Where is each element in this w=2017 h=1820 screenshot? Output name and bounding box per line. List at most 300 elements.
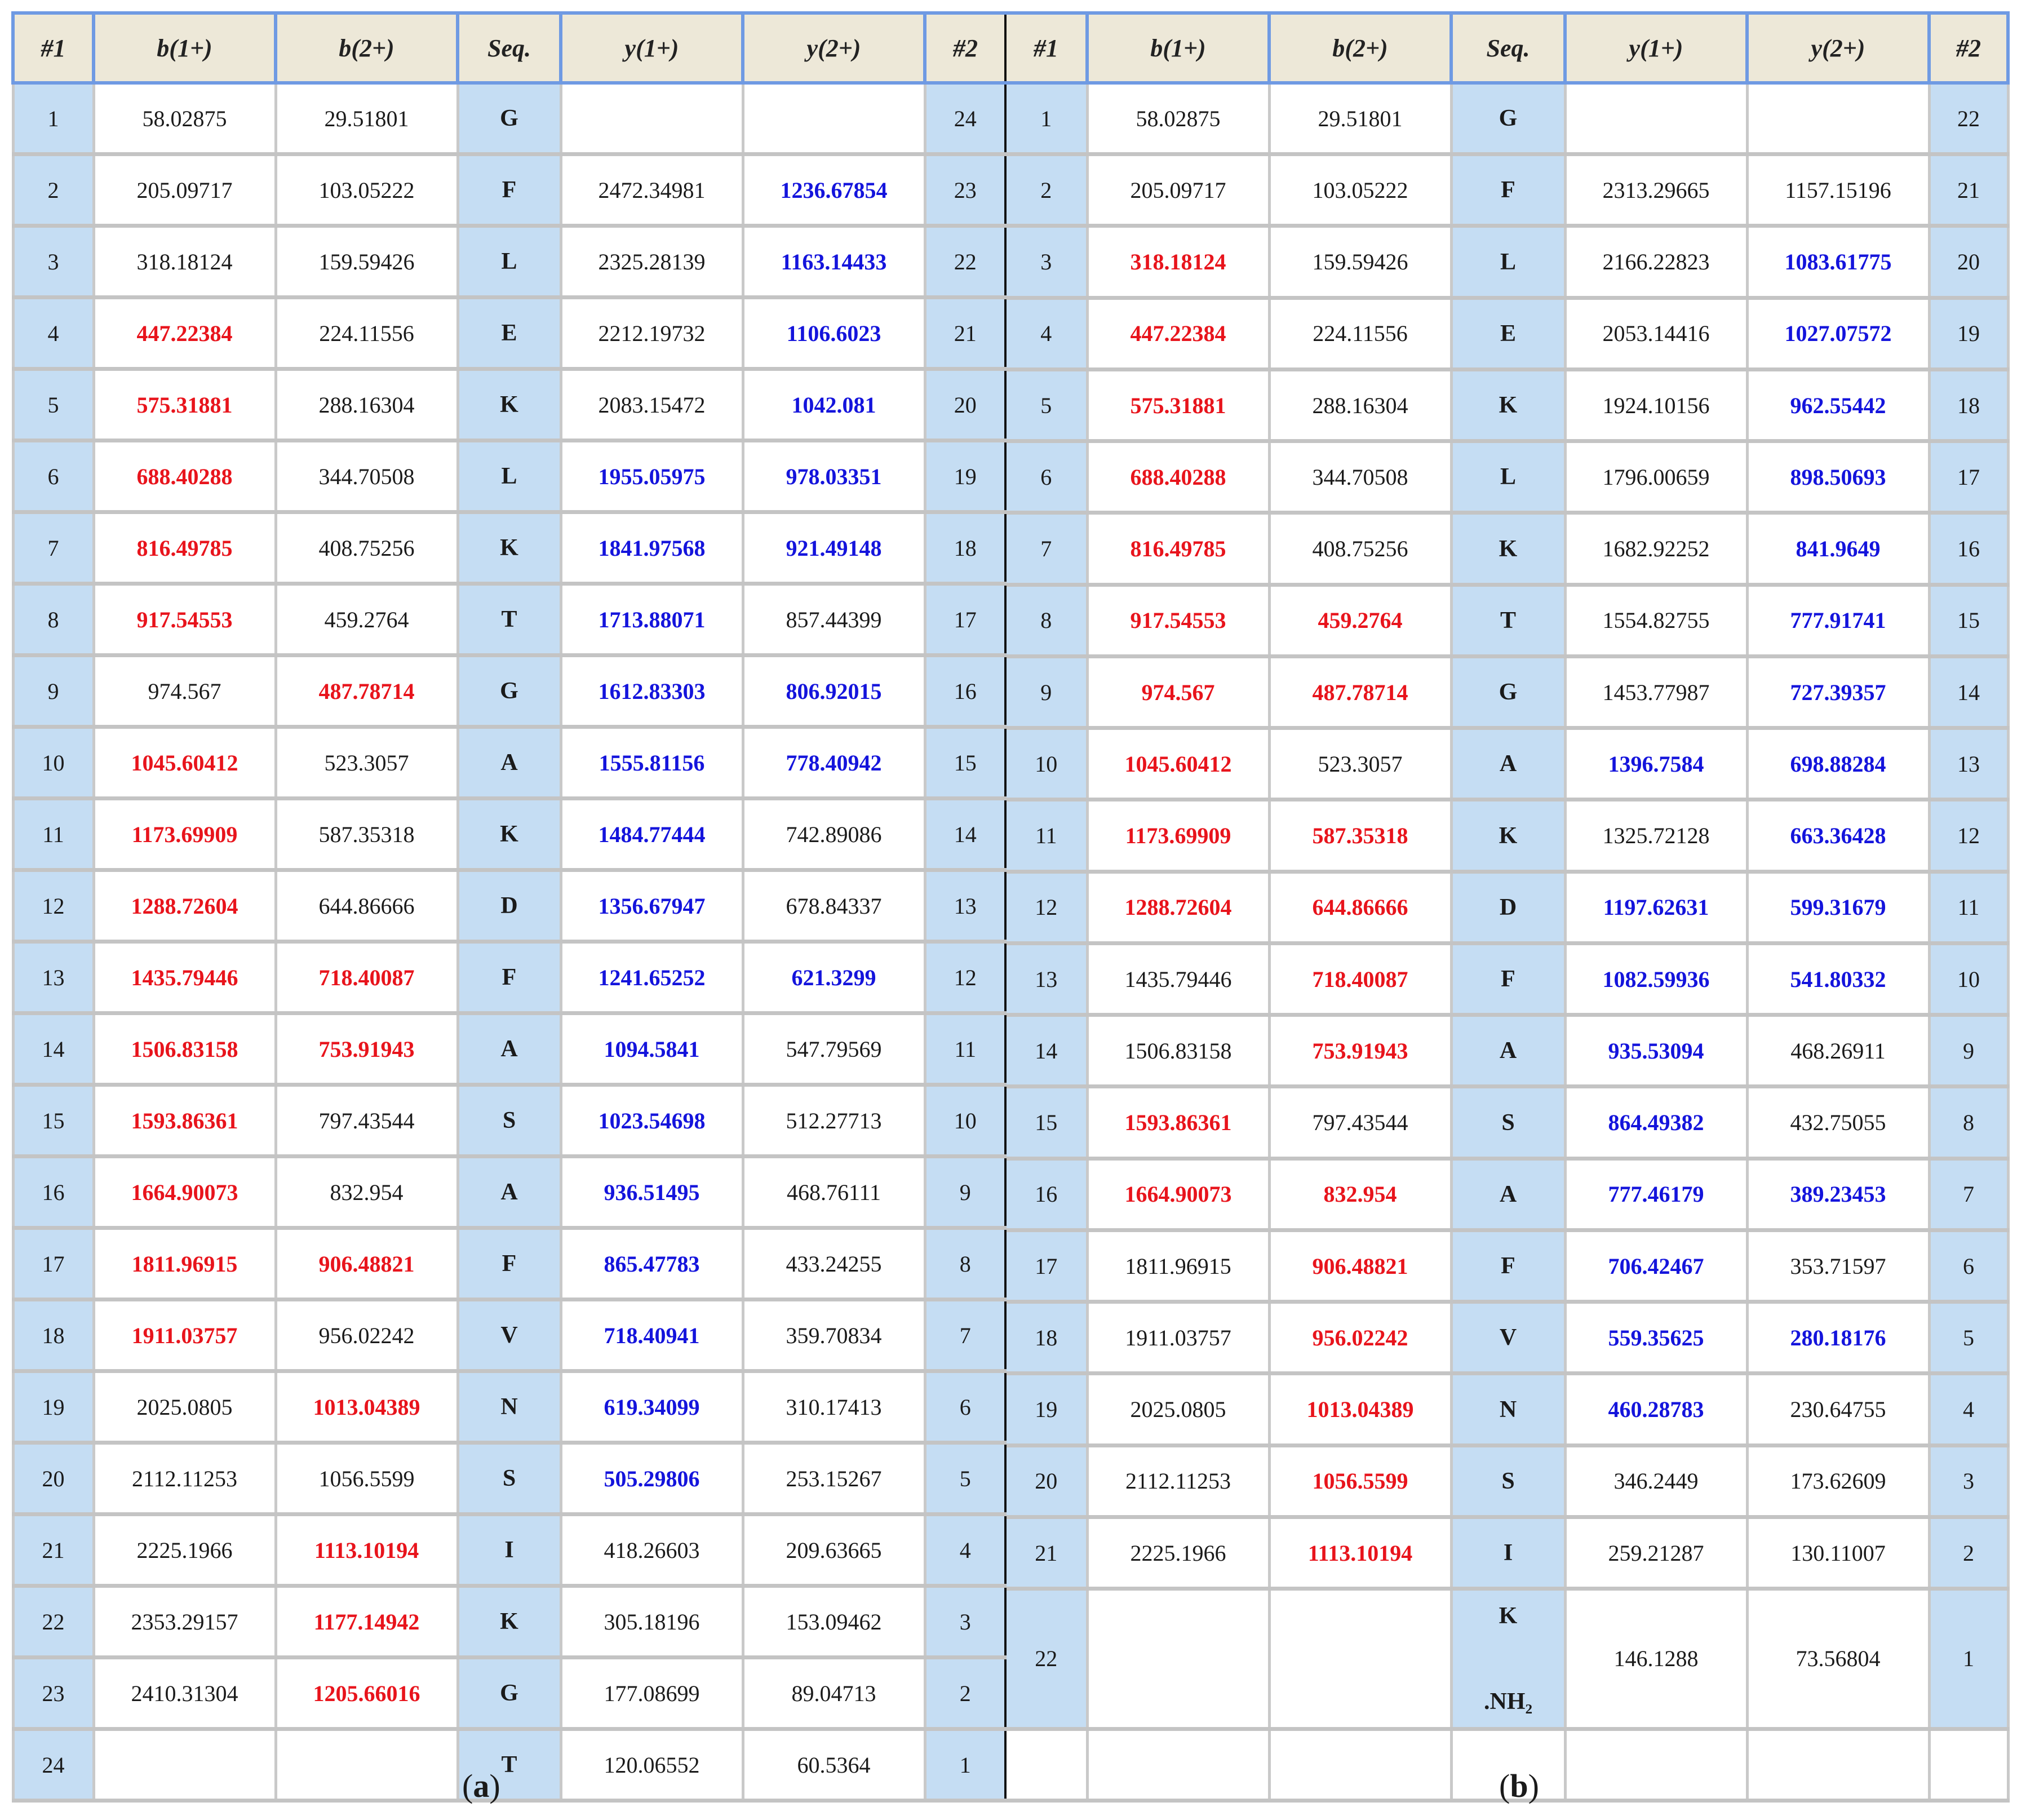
y1-value: 1841.97568 bbox=[561, 512, 743, 584]
y2-value: 678.84337 bbox=[743, 870, 925, 942]
b1-value: 2410.31304 bbox=[94, 1658, 276, 1729]
sequence-residue: F bbox=[1451, 943, 1565, 1015]
row-index-n2: 16 bbox=[925, 656, 1005, 727]
y1-value: 346.2449 bbox=[1565, 1445, 1747, 1517]
row-index-n1: 24 bbox=[13, 1729, 94, 1801]
table-row bbox=[1007, 656, 2008, 728]
row-index-n1: 16 bbox=[13, 1157, 94, 1228]
sequence-residue: V bbox=[458, 1300, 561, 1371]
row-index-n1: 8 bbox=[13, 584, 94, 656]
row-index-n2: 23 bbox=[925, 154, 1005, 226]
row-index-n2: 19 bbox=[925, 441, 1005, 512]
y1-value: 2212.19732 bbox=[561, 298, 743, 369]
row-index-n1: 1 bbox=[13, 83, 94, 154]
b2-value: 906.48821 bbox=[1269, 1230, 1451, 1301]
b2-value: 1056.5599 bbox=[276, 1443, 458, 1515]
row-index-n1: 1 bbox=[1007, 83, 1087, 154]
y2-value: 1157.15196 bbox=[1747, 154, 1929, 226]
b1-value: 974.567 bbox=[94, 656, 276, 727]
row-index-n2: 13 bbox=[1929, 728, 2008, 800]
y2-value: 1163.14433 bbox=[743, 226, 925, 298]
c-terminal-amide: .NH₂ bbox=[1483, 1688, 1533, 1715]
y1-value: 259.21287 bbox=[1565, 1517, 1747, 1588]
y1-value: 460.28783 bbox=[1565, 1374, 1747, 1445]
b2-value: 1177.14942 bbox=[276, 1586, 458, 1658]
b1-value: 1593.86361 bbox=[94, 1085, 276, 1157]
b2-value: 29.51801 bbox=[276, 83, 458, 154]
sequence-residue: E bbox=[458, 298, 561, 369]
table-row bbox=[1007, 1158, 2008, 1230]
table-row bbox=[13, 83, 1005, 154]
y1-value: 777.46179 bbox=[1565, 1158, 1747, 1230]
y2-value: 857.44399 bbox=[743, 584, 925, 656]
row-index-n1: 10 bbox=[1007, 728, 1087, 800]
b2-value: 956.02242 bbox=[1269, 1302, 1451, 1374]
row-index-n1: 14 bbox=[13, 1013, 94, 1085]
header-n2: #2 bbox=[925, 13, 1005, 83]
b1-value: 205.09717 bbox=[1087, 154, 1269, 226]
row-index-n1: 15 bbox=[1007, 1087, 1087, 1158]
sequence-residue: K bbox=[458, 512, 561, 584]
y1-value: 1484.77444 bbox=[561, 799, 743, 870]
header-b2: b(2+) bbox=[1269, 13, 1451, 83]
table-row bbox=[1007, 1087, 2008, 1158]
row-index-n1: 12 bbox=[13, 870, 94, 942]
sequence-stack bbox=[1453, 1602, 1564, 1715]
y2-value: 230.64755 bbox=[1747, 1374, 1929, 1445]
y2-value: 512.27713 bbox=[743, 1085, 925, 1157]
b2-value: 103.05222 bbox=[1269, 154, 1451, 226]
table-row bbox=[1007, 1374, 2008, 1445]
sequence-residue: T bbox=[1451, 584, 1565, 656]
row-index-n2: 16 bbox=[1929, 513, 2008, 584]
row-index-n2: 14 bbox=[925, 799, 1005, 870]
b1-value bbox=[1087, 1589, 1269, 1729]
row-index-n2: 9 bbox=[925, 1157, 1005, 1228]
table-row bbox=[13, 512, 1005, 584]
b1-value: 447.22384 bbox=[94, 298, 276, 369]
captions bbox=[0, 1767, 2017, 1812]
sequence-residue: A bbox=[1451, 728, 1565, 800]
table-a-body bbox=[13, 83, 1005, 1801]
b1-value: 1435.79446 bbox=[94, 942, 276, 1013]
b2-value: 523.3057 bbox=[276, 727, 458, 799]
header-b1: b(1+) bbox=[1087, 13, 1269, 83]
row-index-n2: 19 bbox=[1929, 298, 2008, 369]
row-index-n2: 14 bbox=[1929, 656, 2008, 728]
table-row bbox=[1007, 1302, 2008, 1374]
y1-value: 1796.00659 bbox=[1565, 441, 1747, 513]
b2-value: 224.11556 bbox=[1269, 298, 1451, 369]
y1-value bbox=[561, 83, 743, 154]
b1-value: 1664.90073 bbox=[1087, 1158, 1269, 1230]
b2-value: 906.48821 bbox=[276, 1228, 458, 1300]
row-index-n2: 20 bbox=[925, 369, 1005, 441]
table-row bbox=[1007, 800, 2008, 871]
y2-value: 153.09462 bbox=[743, 1586, 925, 1658]
b1-value: 816.49785 bbox=[94, 512, 276, 584]
row-index-n1: 17 bbox=[1007, 1230, 1087, 1301]
figure bbox=[11, 11, 2006, 1803]
b1-value: 58.02875 bbox=[94, 83, 276, 154]
row-index-n1: 9 bbox=[1007, 656, 1087, 728]
y2-value: 962.55442 bbox=[1747, 369, 1929, 441]
sequence-residue: F bbox=[458, 942, 561, 1013]
y2-value: 1106.6023 bbox=[743, 298, 925, 369]
b2-value: 29.51801 bbox=[1269, 83, 1451, 154]
y2-value: 173.62609 bbox=[1747, 1445, 1929, 1517]
row-index-n1: 18 bbox=[1007, 1302, 1087, 1374]
table-row bbox=[1007, 1230, 2008, 1301]
row-index-n2: 7 bbox=[1929, 1158, 2008, 1230]
sequence-residue bbox=[1451, 1589, 1565, 1729]
row-index-n1: 13 bbox=[13, 942, 94, 1013]
table-row bbox=[13, 1013, 1005, 1085]
y2-value: 621.3299 bbox=[743, 942, 925, 1013]
header-b1: b(1+) bbox=[94, 13, 276, 83]
y1-value: 718.40941 bbox=[561, 1300, 743, 1371]
b2-value: 832.954 bbox=[1269, 1158, 1451, 1230]
row-index-n1: 10 bbox=[13, 727, 94, 799]
y1-value: 505.29806 bbox=[561, 1443, 743, 1515]
y2-value: 389.23453 bbox=[1747, 1158, 1929, 1230]
y1-value: 865.47783 bbox=[561, 1228, 743, 1300]
row-index-n2: 6 bbox=[1929, 1230, 2008, 1301]
row-index-n1: 8 bbox=[1007, 584, 1087, 656]
b2-value: 523.3057 bbox=[1269, 728, 1451, 800]
sequence-residue: G bbox=[1451, 83, 1565, 154]
row-index-n1: 19 bbox=[13, 1371, 94, 1443]
b1-value: 1288.72604 bbox=[1087, 871, 1269, 943]
b2-value: 797.43544 bbox=[1269, 1087, 1451, 1158]
b2-value: 644.86666 bbox=[1269, 871, 1451, 943]
row-index-n2: 20 bbox=[1929, 226, 2008, 298]
table-row bbox=[1007, 369, 2008, 441]
y1-value: 120.06552 bbox=[561, 1729, 743, 1801]
row-index-n2: 12 bbox=[1929, 800, 2008, 871]
y1-value: 1396.7584 bbox=[1565, 728, 1747, 800]
sequence-residue: K bbox=[1451, 369, 1565, 441]
b1-value: 2025.0805 bbox=[1087, 1374, 1269, 1445]
table-row bbox=[13, 656, 1005, 727]
y1-value: 1197.62631 bbox=[1565, 871, 1747, 943]
header-seq: Seq. bbox=[458, 13, 561, 83]
row-index-n2: 6 bbox=[925, 1371, 1005, 1443]
row-index-n1: 20 bbox=[1007, 1445, 1087, 1517]
b1-value: 1911.03757 bbox=[1087, 1302, 1269, 1374]
row-index-n1: 21 bbox=[1007, 1517, 1087, 1588]
y2-value: 310.17413 bbox=[743, 1371, 925, 1443]
y2-value: 89.04713 bbox=[743, 1658, 925, 1729]
y2-value: 806.92015 bbox=[743, 656, 925, 727]
y1-value: 177.08699 bbox=[561, 1658, 743, 1729]
row-index-n1: 18 bbox=[13, 1300, 94, 1371]
caption-a: (a) bbox=[462, 1768, 500, 1804]
y1-value: 1554.82755 bbox=[1565, 584, 1747, 656]
b2-value: 832.954 bbox=[276, 1157, 458, 1228]
row-index-n2: 18 bbox=[925, 512, 1005, 584]
b1-value: 2112.11253 bbox=[94, 1443, 276, 1515]
table-row bbox=[13, 1443, 1005, 1515]
y2-value: 663.36428 bbox=[1747, 800, 1929, 871]
row-index-n1: 4 bbox=[13, 298, 94, 369]
y1-value bbox=[1565, 83, 1747, 154]
row-index-n1: 9 bbox=[13, 656, 94, 727]
y2-value: 921.49148 bbox=[743, 512, 925, 584]
row-index-n2: 10 bbox=[925, 1085, 1005, 1157]
b1-value: 2353.29157 bbox=[94, 1586, 276, 1658]
b1-value: 688.40288 bbox=[94, 441, 276, 512]
sequence-residue: K bbox=[458, 799, 561, 870]
row-index-n2: 18 bbox=[1929, 369, 2008, 441]
y2-value: 599.31679 bbox=[1747, 871, 1929, 943]
y1-value: 418.26603 bbox=[561, 1515, 743, 1586]
sequence-residue: S bbox=[1451, 1087, 1565, 1158]
y2-value: 130.11007 bbox=[1747, 1517, 1929, 1588]
table-row bbox=[13, 154, 1005, 226]
table-row bbox=[13, 1085, 1005, 1157]
y2-value: 841.9649 bbox=[1747, 513, 1929, 584]
y2-value: 359.70834 bbox=[743, 1300, 925, 1371]
row-index-n2: 1 bbox=[1929, 1589, 2008, 1729]
b2-value: 587.35318 bbox=[276, 799, 458, 870]
y2-value: 727.39357 bbox=[1747, 656, 1929, 728]
row-index-n2: 24 bbox=[925, 83, 1005, 154]
table-row bbox=[1007, 943, 2008, 1015]
table-row bbox=[1007, 226, 2008, 298]
y1-value: 1713.88071 bbox=[561, 584, 743, 656]
b2-value: 718.40087 bbox=[1269, 943, 1451, 1015]
sequence-residue: K bbox=[1451, 800, 1565, 871]
table-row bbox=[1007, 584, 2008, 656]
y1-value: 2053.14416 bbox=[1565, 298, 1747, 369]
table-row bbox=[1007, 871, 2008, 943]
b2-value: 288.16304 bbox=[1269, 369, 1451, 441]
row-index-n2: 4 bbox=[925, 1515, 1005, 1586]
row-index-n1: 22 bbox=[13, 1586, 94, 1658]
sequence-residue: G bbox=[1451, 656, 1565, 728]
table-row bbox=[1007, 1589, 2008, 1729]
sequence-residue: N bbox=[1451, 1374, 1565, 1445]
y2-value: 209.63665 bbox=[743, 1515, 925, 1586]
b2-value: 753.91943 bbox=[276, 1013, 458, 1085]
b2-value: 487.78714 bbox=[1269, 656, 1451, 728]
row-index-n1: 7 bbox=[1007, 513, 1087, 584]
b1-value: 447.22384 bbox=[1087, 298, 1269, 369]
row-index-n1: 15 bbox=[13, 1085, 94, 1157]
b1-value: 318.18124 bbox=[1087, 226, 1269, 298]
table-row bbox=[13, 584, 1005, 656]
sequence-residue: F bbox=[458, 1228, 561, 1300]
row-index-n1: 13 bbox=[1007, 943, 1087, 1015]
b2-value: 408.75256 bbox=[1269, 513, 1451, 584]
header-n2: #2 bbox=[1929, 13, 2008, 83]
b1-value: 1173.69909 bbox=[94, 799, 276, 870]
y2-value bbox=[1747, 83, 1929, 154]
y2-value: 742.89086 bbox=[743, 799, 925, 870]
b2-value bbox=[1269, 1589, 1451, 1729]
y1-value: 2166.22823 bbox=[1565, 226, 1747, 298]
row-index-n2: 8 bbox=[925, 1228, 1005, 1300]
sequence-residue: G bbox=[458, 83, 561, 154]
row-index-n1: 2 bbox=[13, 154, 94, 226]
table-row bbox=[13, 369, 1005, 441]
b1-value: 1664.90073 bbox=[94, 1157, 276, 1228]
row-index-n2: 1 bbox=[925, 1729, 1005, 1801]
b2-value: 1013.04389 bbox=[1269, 1374, 1451, 1445]
sequence-residue: T bbox=[458, 584, 561, 656]
row-index-n2: 22 bbox=[1929, 83, 2008, 154]
y1-value: 619.34099 bbox=[561, 1371, 743, 1443]
y2-value: 778.40942 bbox=[743, 727, 925, 799]
table-row bbox=[13, 298, 1005, 369]
y1-value: 1555.81156 bbox=[561, 727, 743, 799]
b1-value: 917.54553 bbox=[1087, 584, 1269, 656]
row-index-n1: 7 bbox=[13, 512, 94, 584]
header-y2: y(2+) bbox=[743, 13, 925, 83]
header-seq: Seq. bbox=[1451, 13, 1565, 83]
sequence-residue: F bbox=[1451, 154, 1565, 226]
y1-value: 1955.05975 bbox=[561, 441, 743, 512]
b2-value: 1113.10194 bbox=[1269, 1517, 1451, 1588]
table-row bbox=[1007, 83, 2008, 154]
row-index-n1: 3 bbox=[1007, 226, 1087, 298]
y2-value: 1083.61775 bbox=[1747, 226, 1929, 298]
y2-value: 468.26911 bbox=[1747, 1015, 1929, 1087]
b2-value: 159.59426 bbox=[276, 226, 458, 298]
sequence-residue: K bbox=[1451, 513, 1565, 584]
y2-value: 353.71597 bbox=[1747, 1230, 1929, 1301]
b2-value: 1113.10194 bbox=[276, 1515, 458, 1586]
row-index-n2: 5 bbox=[1929, 1302, 2008, 1374]
table-row bbox=[13, 1157, 1005, 1228]
table-row bbox=[13, 441, 1005, 512]
b2-value: 103.05222 bbox=[276, 154, 458, 226]
b2-value: 459.2764 bbox=[276, 584, 458, 656]
b2-value: 1056.5599 bbox=[1269, 1445, 1451, 1517]
y1-value: 706.42467 bbox=[1565, 1230, 1747, 1301]
b1-value: 58.02875 bbox=[1087, 83, 1269, 154]
sequence-residue: V bbox=[1451, 1302, 1565, 1374]
b1-value: 575.31881 bbox=[1087, 369, 1269, 441]
row-index-n1: 11 bbox=[1007, 800, 1087, 871]
sequence-residue: S bbox=[458, 1085, 561, 1157]
sequence-residue: D bbox=[458, 870, 561, 942]
b1-value: 1811.96915 bbox=[1087, 1230, 1269, 1301]
table-row bbox=[13, 1300, 1005, 1371]
sequence-residue: L bbox=[458, 441, 561, 512]
b2-value: 224.11556 bbox=[276, 298, 458, 369]
b2-value: 797.43544 bbox=[276, 1085, 458, 1157]
y1-value: 864.49382 bbox=[1565, 1087, 1747, 1158]
b2-value: 487.78714 bbox=[276, 656, 458, 727]
y1-value: 1325.72128 bbox=[1565, 800, 1747, 871]
b2-value: 587.35318 bbox=[1269, 800, 1451, 871]
row-index-n2: 21 bbox=[925, 298, 1005, 369]
b1-value: 2225.1966 bbox=[1087, 1517, 1269, 1588]
table-row bbox=[1007, 513, 2008, 584]
table-row bbox=[13, 226, 1005, 298]
b1-value: 1911.03757 bbox=[94, 1300, 276, 1371]
row-index-n2: 4 bbox=[1929, 1374, 2008, 1445]
table-b bbox=[1007, 11, 2010, 1803]
row-index-n1: 6 bbox=[13, 441, 94, 512]
y2-value: 433.24255 bbox=[743, 1228, 925, 1300]
row-index-n1: 21 bbox=[13, 1515, 94, 1586]
b2-value: 159.59426 bbox=[1269, 226, 1451, 298]
y2-value: 978.03351 bbox=[743, 441, 925, 512]
table-row bbox=[13, 799, 1005, 870]
row-index-n2: 22 bbox=[925, 226, 1005, 298]
b1-value: 1045.60412 bbox=[1087, 728, 1269, 800]
header-row bbox=[13, 13, 1005, 83]
y2-value: 898.50693 bbox=[1747, 441, 1929, 513]
y1-value: 2083.15472 bbox=[561, 369, 743, 441]
b2-value: 1013.04389 bbox=[276, 1371, 458, 1443]
header-y1: y(1+) bbox=[561, 13, 743, 83]
b2-value: 644.86666 bbox=[276, 870, 458, 942]
row-index-n1: 19 bbox=[1007, 1374, 1087, 1445]
sequence-residue: G bbox=[458, 656, 561, 727]
row-index-n1: 16 bbox=[1007, 1158, 1087, 1230]
row-index-n2: 8 bbox=[1929, 1087, 2008, 1158]
table-row bbox=[13, 727, 1005, 799]
y1-value: 1094.5841 bbox=[561, 1013, 743, 1085]
sequence-residue: N bbox=[458, 1371, 561, 1443]
sequence-residue: A bbox=[458, 1013, 561, 1085]
row-index-n1: 4 bbox=[1007, 298, 1087, 369]
b2-value: 344.70508 bbox=[1269, 441, 1451, 513]
b1-value: 2025.0805 bbox=[94, 1371, 276, 1443]
b2-value: 753.91943 bbox=[1269, 1015, 1451, 1087]
y2-value: 253.15267 bbox=[743, 1443, 925, 1515]
row-index-n2: 3 bbox=[1929, 1445, 2008, 1517]
b1-value: 1506.83158 bbox=[1087, 1015, 1269, 1087]
sequence-residue: L bbox=[458, 226, 561, 298]
header-y2: y(2+) bbox=[1747, 13, 1929, 83]
b2-value: 408.75256 bbox=[276, 512, 458, 584]
table-row bbox=[13, 870, 1005, 942]
b1-value: 816.49785 bbox=[1087, 513, 1269, 584]
sequence-residue: A bbox=[1451, 1158, 1565, 1230]
b1-value: 688.40288 bbox=[1087, 441, 1269, 513]
row-index-n2: 21 bbox=[1929, 154, 2008, 226]
table-row bbox=[13, 1586, 1005, 1658]
sequence-residue: F bbox=[1451, 1230, 1565, 1301]
header-n1: #1 bbox=[13, 13, 94, 83]
sequence-residue: L bbox=[1451, 226, 1565, 298]
sequence-residue: E bbox=[1451, 298, 1565, 369]
row-index-n2: 2 bbox=[1929, 1517, 2008, 1588]
y1-value: 2313.29665 bbox=[1565, 154, 1747, 226]
table-row bbox=[1007, 1015, 2008, 1087]
row-index-n2: 9 bbox=[1929, 1015, 2008, 1087]
row-index-n1: 20 bbox=[13, 1443, 94, 1515]
row-index-n2: 15 bbox=[1929, 584, 2008, 656]
row-index-n2: 7 bbox=[925, 1300, 1005, 1371]
y2-value: 280.18176 bbox=[1747, 1302, 1929, 1374]
b1-value: 205.09717 bbox=[94, 154, 276, 226]
sequence-residue: F bbox=[458, 154, 561, 226]
b2-value: 459.2764 bbox=[1269, 584, 1451, 656]
y1-value: 2325.28139 bbox=[561, 226, 743, 298]
table-row bbox=[13, 1515, 1005, 1586]
y1-value: 1612.83303 bbox=[561, 656, 743, 727]
sequence-residue: K bbox=[458, 369, 561, 441]
table-row bbox=[1007, 728, 2008, 800]
y2-value: 468.76111 bbox=[743, 1157, 925, 1228]
y1-value: 1241.65252 bbox=[561, 942, 743, 1013]
